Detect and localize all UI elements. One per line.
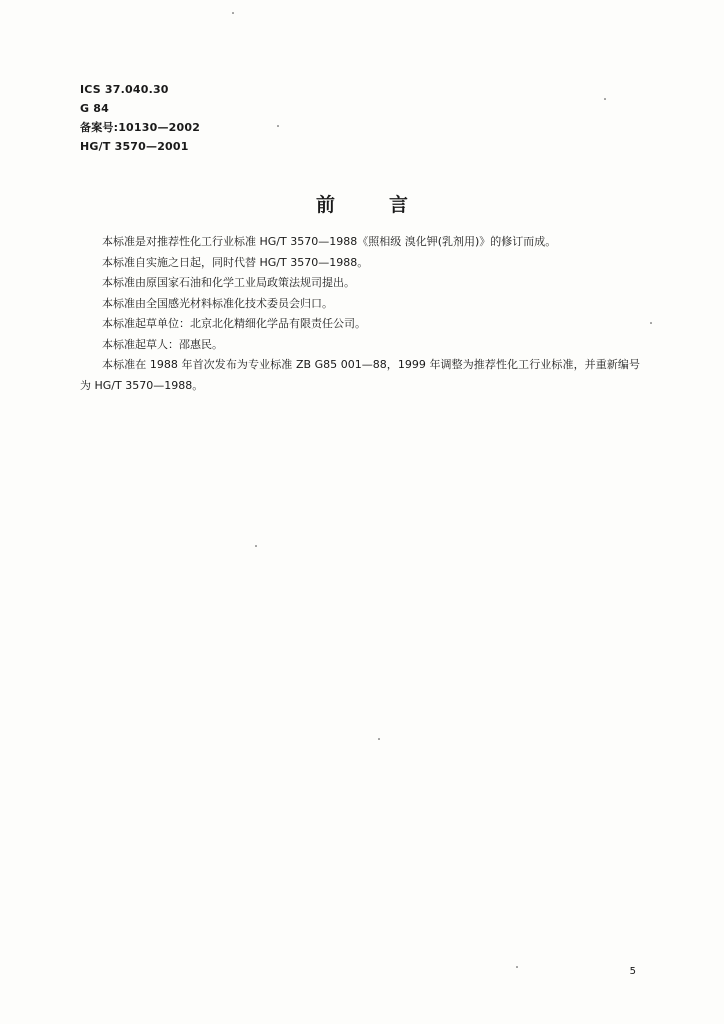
scan-speck xyxy=(255,545,257,547)
paragraph: 本标准起草人：邵惠民。 xyxy=(102,337,223,351)
paragraph: 本标准自实施之日起，同时代替 HG/T 3570—1988。 xyxy=(102,255,369,269)
standard-number: HG/T 3570—2001 xyxy=(80,140,189,153)
section-title: 前言 xyxy=(315,194,462,216)
scan-speck xyxy=(232,12,234,14)
document-header xyxy=(80,80,200,156)
paragraph: 本标准由全国感光材料标准化技术委员会归口。 xyxy=(102,296,333,310)
scan-speck xyxy=(650,322,652,324)
page-number: 5 xyxy=(629,966,636,977)
category-code: G 84 xyxy=(80,102,109,115)
scan-speck xyxy=(378,738,380,740)
scan-speck xyxy=(516,966,518,968)
record-number: 备案号:10130—2002 xyxy=(80,121,201,134)
paragraph: 本标准在 1988 年首次发布为专业标准 ZB G85 001—88，1999 年调整为推荐性化工行业标准，并重新编号为 HG/T 3570—1988。 xyxy=(80,358,640,392)
paragraph: 本标准由原国家石油和化学工业局政策法规司提出。 xyxy=(102,276,355,289)
foreword-body xyxy=(80,232,640,396)
scan-speck xyxy=(277,125,279,127)
scan-speck xyxy=(604,98,606,100)
paragraph: 本标准起草单位：北京北化精细化学品有限责任公司。 xyxy=(102,317,366,330)
paragraph: 本标准是对推荐性化工行业标准 HG/T 3570—1988《照相级 溴化钾(乳剂用)》的修订而成。 xyxy=(102,235,557,248)
ics-code: ICS 37.040.30 xyxy=(80,83,169,96)
